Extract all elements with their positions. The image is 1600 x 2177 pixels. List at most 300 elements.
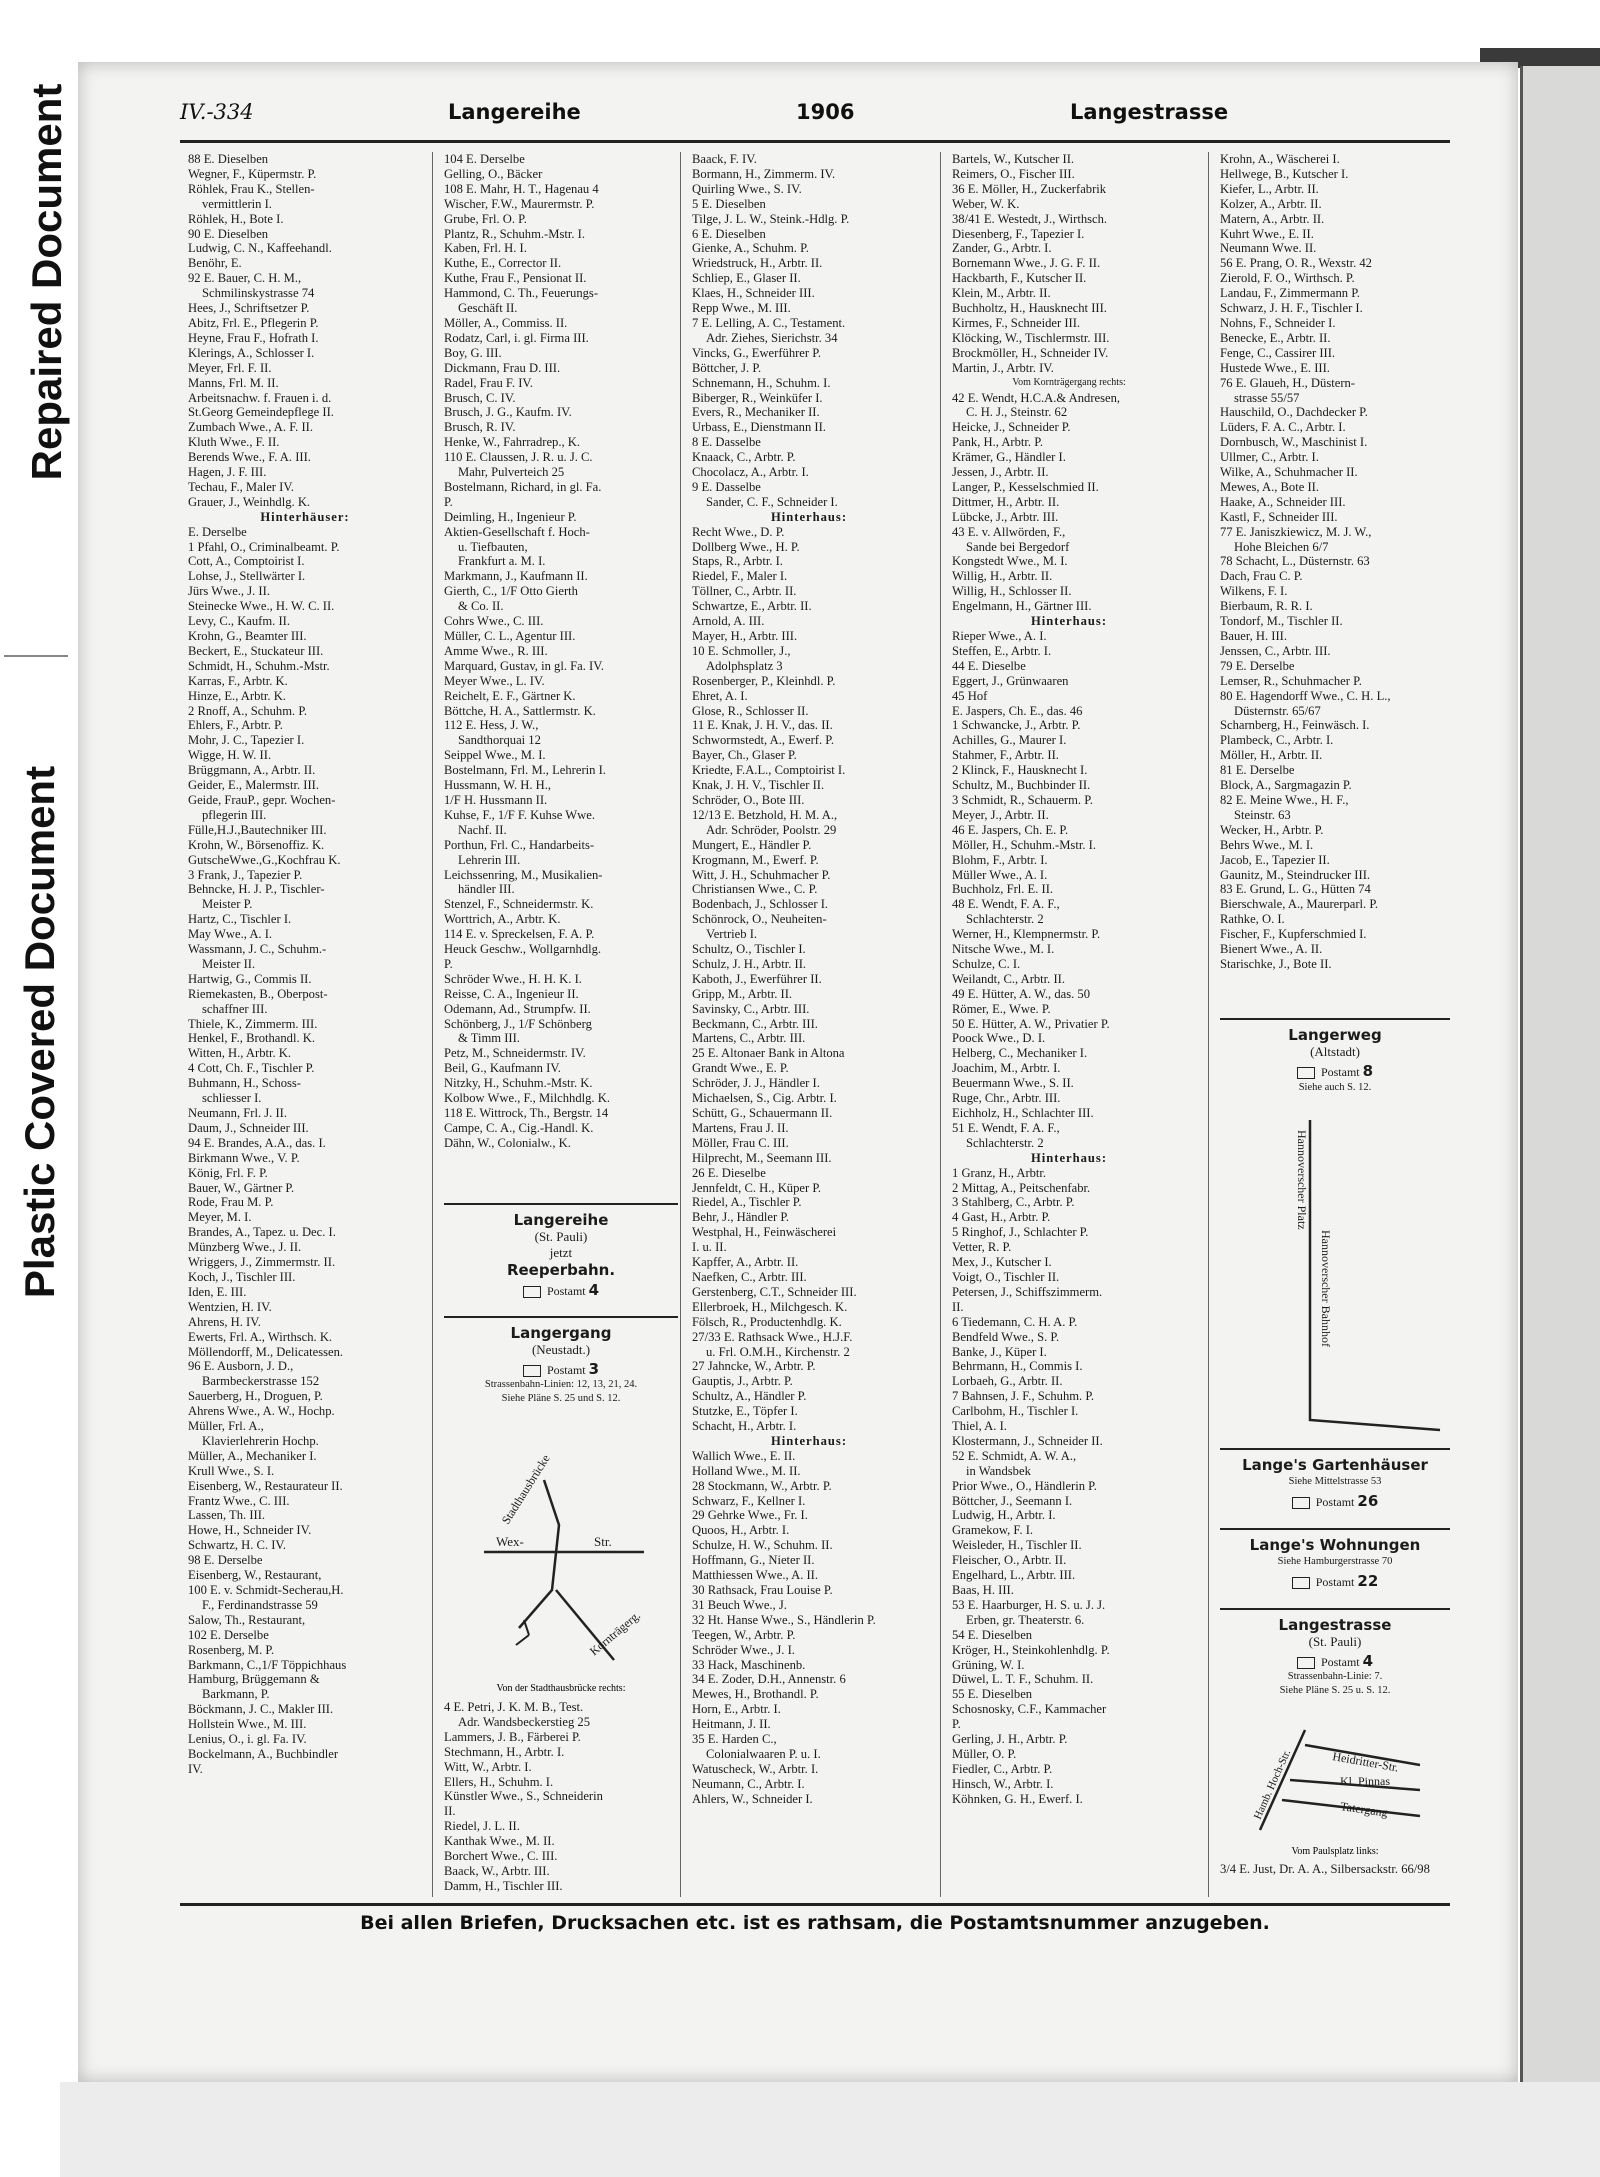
- directory-entry: Hackbarth, F., Kutscher II.: [952, 271, 1087, 286]
- directory-entry: Stahmer, F., Arbtr. II.: [952, 748, 1059, 763]
- directory-entry: Damm, H., Tischler III.: [444, 1878, 563, 1893]
- directory-entry: Fölsch, R., Productenhdlg. K.: [692, 1314, 842, 1329]
- column-divider: [1208, 152, 1209, 1897]
- directory-entry: P.: [952, 1717, 961, 1732]
- directory-entry: Klöcking, W., Tischlermstr. III.: [952, 330, 1110, 345]
- directory-entry: Schmidt, H., Schuhm.-Mstr.: [188, 658, 330, 673]
- directory-entry: Fischer, F., Kupferschmied I.: [1220, 927, 1367, 942]
- postamt-line: [444, 1360, 678, 1378]
- directory-entry: Mewes, H., Brothandl. P.: [692, 1687, 819, 1702]
- directory-entry: Banke, J., Küper I.: [952, 1344, 1047, 1359]
- directory-entry: Brockmöller, H., Schneider IV.: [952, 345, 1109, 360]
- side-tab: [0, 0, 72, 2177]
- directory-entry: Müller, O. P.: [952, 1746, 1017, 1761]
- postamt-line: [1220, 1062, 1450, 1080]
- directory-entry: Jennfeldt, C. H., Küper P.: [692, 1180, 822, 1195]
- directory-entry: Bayer, Ch., Glaser P.: [692, 748, 797, 763]
- column-5: [1220, 152, 1454, 1002]
- directory-entry: Lohse, J., Stellwärter I.: [188, 569, 306, 584]
- box-reference: Reeperbahn.: [506, 1261, 616, 1279]
- directory-entry: Krull Wwe., S. I.: [188, 1463, 275, 1478]
- directory-entry: Heicke, J., Schneider P.: [952, 420, 1071, 435]
- directory-entry: König, Frl. F. P.: [188, 1165, 268, 1180]
- directory-entry: Ellerbroek, H., Milchgesch. K.: [692, 1299, 848, 1314]
- directory-entry: 82 E. Meine Wwe., H. F.,: [1220, 792, 1349, 807]
- directory-entry: 48 E. Wendt, F. A. F.,: [952, 897, 1060, 912]
- directory-entry: händler III.: [458, 882, 515, 897]
- directory-entry: Meyer, Frl. F. II.: [188, 360, 272, 375]
- directory-entry: Urbass, E., Dienstmann II.: [692, 420, 826, 435]
- directory-entry: Engelhard, L., Arbtr. III.: [952, 1568, 1076, 1583]
- map-label: Hannoverscher Platz: [1295, 1130, 1309, 1230]
- directory-entry: 76 E. Glaueh, H., Düstern-: [1220, 375, 1356, 390]
- directory-entry: 4 Cott, Ch. F., Tischler P.: [188, 1061, 315, 1076]
- directory-entry: Neumann Wwe. II.: [1220, 241, 1317, 256]
- directory-entry: II.: [952, 1299, 964, 1314]
- directory-entry: Frankfurt a. M. I.: [458, 554, 546, 569]
- section-heading: Hinterhaus:: [1030, 614, 1108, 629]
- directory-entry: Behr, J., Händler P.: [692, 1210, 790, 1225]
- bottom-margin: [60, 2082, 1600, 2177]
- box-subtitle: (Neustadt.): [531, 1342, 591, 1357]
- directory-entry: Riedel, F., Maler I.: [692, 569, 788, 584]
- directory-entry: Lehrerin III.: [458, 852, 521, 867]
- box-title: Langergang: [510, 1324, 612, 1342]
- footer-rule: [180, 1903, 1450, 1906]
- directory-entry: Mohr, J. C., Tapezier I.: [188, 733, 305, 748]
- directory-entry: Wentzien, H. IV.: [188, 1299, 272, 1314]
- map-label: Heidritter-Str.: [1331, 1749, 1400, 1775]
- directory-entry: Recht Wwe., D. P.: [692, 524, 785, 539]
- directory-entry: Geide, FrauP., gepr. Wochen-: [188, 792, 336, 807]
- directory-entry: Ehret, A. I.: [692, 688, 748, 703]
- directory-entry: Staps, R., Arbtr. I.: [692, 554, 783, 569]
- directory-entry: Petz, M., Schneidermstr. IV.: [444, 1046, 586, 1061]
- langerweg-street-map: [1220, 1110, 1450, 1440]
- directory-entry: Röhlek, Frau K., Stellen-: [188, 181, 315, 196]
- directory-entry: Jessen, J., Arbtr. II.: [952, 465, 1049, 480]
- directory-entry: Grube, Frl. O. P.: [444, 211, 527, 226]
- box-subtitle: (St. Pauli): [534, 1229, 588, 1244]
- postamt-number: 3: [588, 1360, 600, 1378]
- street-left: Langereihe: [448, 100, 581, 124]
- directory-entry: Möller, A., Commiss. II.: [444, 315, 568, 330]
- directory-entry: Christiansen Wwe., C. P.: [692, 882, 818, 897]
- box-title: Langereihe: [513, 1211, 609, 1229]
- directory-entry: Buchholz, Frl. E. II.: [952, 882, 1054, 897]
- directory-entry: Brusch, R. IV.: [444, 420, 516, 435]
- directory-entry: Bendfeld Wwe., S. P.: [952, 1329, 1060, 1344]
- directory-entry: Benecke, E., Arbtr. II.: [1220, 330, 1331, 345]
- directory-entry: 78 Schacht, L., Düsternstr. 63: [1220, 554, 1370, 569]
- section-heading: Hinterhaus:: [770, 1433, 848, 1448]
- directory-entry: Dollberg Wwe., H. P.: [692, 539, 800, 554]
- directory-entry: u. Frl. O.M.H., Kirchenstr. 2: [706, 1344, 850, 1359]
- directory-entry: Matthiessen Wwe., A. II.: [692, 1568, 819, 1583]
- directory-entry: Schacht, H., Arbtr. I.: [692, 1419, 797, 1434]
- directory-entry: Klostermann, J., Schneider II.: [952, 1433, 1103, 1448]
- directory-entry: 55 E. Dieselben: [952, 1687, 1033, 1702]
- langergang-box: [444, 1316, 678, 1406]
- directory-entry: 102 E. Derselbe: [188, 1627, 269, 1642]
- directory-entry: Lemser, R., Schuhmacher P.: [1220, 673, 1362, 688]
- directory-entry: Bierschwale, A., Maurerparl. P.: [1220, 897, 1379, 912]
- directory-entry: Odemann, Ad., Strumpfw. II.: [444, 1001, 591, 1016]
- directory-entry: Martin, J., Arbtr. IV.: [952, 360, 1054, 375]
- directory-entry: 44 E. Dieselbe: [952, 658, 1026, 673]
- directory-entry: 104 E. Derselbe: [444, 152, 525, 166]
- directory-entry: Kirmes, F., Schneider III.: [952, 315, 1081, 330]
- directory-entry: Vetter, R. P.: [952, 1240, 1012, 1255]
- box-rule: [1220, 1448, 1450, 1450]
- directory-entry: 1/F H. Hussmann II.: [444, 792, 548, 807]
- envelope-icon: [523, 1286, 541, 1298]
- map-label: Tatergang: [1339, 1799, 1389, 1820]
- directory-entry: Möller, Frau C. III.: [692, 1135, 789, 1150]
- directory-entry: Gerstenberg, C.T., Schneider III.: [692, 1284, 857, 1299]
- column-2-continued: [444, 1700, 678, 1900]
- directory-entry: 50 E. Hütter, A. W., Privatier P.: [952, 1016, 1110, 1031]
- directory-entry: Behncke, H. J. P., Tischler-: [188, 882, 325, 897]
- box-rule: [1220, 1528, 1450, 1530]
- directory-entry: 52 E. Schmidt, A. W. A.,: [952, 1448, 1077, 1463]
- box-subtitle: (Altstadt): [1310, 1044, 1360, 1059]
- directory-entry: 1 Pfahl, O., Criminalbeamt. P.: [188, 539, 340, 554]
- directory-entry: Neumann, C., Arbtr. I.: [692, 1776, 805, 1791]
- directory-entry: Bodenbach, J., Schlosser I.: [692, 897, 829, 912]
- directory-entry: Schröder, J. J., Händler I.: [692, 1076, 820, 1091]
- directory-entry: P.: [444, 494, 453, 509]
- directory-entry: Campe, C. A., Cig.-Handl. K.: [444, 1120, 594, 1135]
- tram-lines: Strassenbahn-Linie: 7.: [1287, 1671, 1383, 1682]
- directory-entry: Brusch, J. G., Kaufm. IV.: [444, 405, 572, 420]
- directory-entry: Künstler Wwe., S., Schneiderin: [444, 1789, 603, 1804]
- directory-entry: Mex, J., Kutscher I.: [952, 1255, 1052, 1270]
- postamt-number: 22: [1357, 1572, 1379, 1590]
- directory-entry: Starischke, J., Bote II.: [1220, 956, 1332, 971]
- directory-entry: Gauptis, J., Arbtr. P.: [692, 1374, 793, 1389]
- directory-entry: Möllendorff, M., Delicatessen.: [188, 1344, 344, 1359]
- directory-entry: Töllner, C., Arbtr. II.: [692, 584, 797, 599]
- directory-entry: Schliep, E., Glaser II.: [692, 271, 801, 286]
- directory-entry: Mewes, A., Bote II.: [1220, 479, 1319, 494]
- directory-entry: Stutzke, E., Töpfer I.: [692, 1404, 798, 1419]
- directory-entry: Fülle,H.J.,Bautechniker III.: [188, 822, 327, 837]
- directory-entry: Schwormstedt, A., Ewerf. P.: [692, 733, 835, 748]
- directory-entry: Borchert Wwe., C. III.: [444, 1849, 558, 1864]
- directory-entry: 12/13 E. Betzhold, H. M. A.,: [692, 807, 838, 822]
- box-title: Lange's Wohnungen: [1249, 1536, 1421, 1554]
- directory-entry: I. u. II.: [692, 1240, 727, 1255]
- directory-entry: Wecker, H., Arbtr. P.: [1220, 822, 1324, 837]
- directory-entry: Lorbaeh, G., Arbtr. II.: [952, 1374, 1063, 1389]
- directory-entry: Geschäft II.: [458, 301, 518, 316]
- section-heading: Vom Kornträgergang rechts:: [1012, 376, 1126, 388]
- directory-entry: 35 E. Harden C.,: [692, 1732, 777, 1747]
- directory-entry: 112 E. Hess, J. W.,: [444, 718, 539, 733]
- postamt-label: Postamt: [1315, 1495, 1355, 1509]
- directory-entry: Holland Wwe., M. II.: [692, 1463, 801, 1478]
- directory-entry: 31 Beuch Wwe., J.: [692, 1597, 787, 1612]
- directory-entry: Schultz, M., Buchbinder II.: [952, 778, 1091, 793]
- directory-entry: Eichholz, H., Schlachter III.: [952, 1106, 1094, 1120]
- directory-entry: Gerling, J. H., Arbtr. P.: [952, 1732, 1068, 1747]
- directory-entry: Ludwig, H., Arbtr. I.: [952, 1508, 1056, 1523]
- directory-entry: Salow, Th., Restaurant,: [188, 1612, 306, 1627]
- directory-entry: Böttcher, J. P.: [692, 360, 762, 375]
- directory-entry: Hammond, C. Th., Feuerungs-: [444, 286, 599, 301]
- directory-entry: Prior Wwe., O., Händlerin P.: [952, 1478, 1097, 1493]
- directory-entry: Fenge, C., Cassirer III.: [1220, 345, 1336, 360]
- directory-entry: 42 E. Wendt, H.C.A.& Andresen,: [952, 390, 1121, 405]
- directory-entry: Martens, C., Arbtr. III.: [692, 1031, 806, 1046]
- postamt-number: 26: [1357, 1492, 1379, 1510]
- directory-entry: 11 E. Knak, J. H. V., das. II.: [692, 718, 833, 733]
- directory-entry: Behrmann, H., Commis I.: [952, 1359, 1083, 1374]
- directory-entry: Ewerts, Frl. A., Wirthsch. K.: [188, 1329, 333, 1344]
- directory-entry: 10 E. Schmoller, J.,: [692, 643, 791, 658]
- directory-entry: Bierbaum, R. R. I.: [1220, 599, 1313, 614]
- directory-entry: Klein, M., Arbtr. II.: [952, 286, 1051, 301]
- map-label: Hannoverscher Bahnhof: [1319, 1230, 1333, 1347]
- directory-entry: Markmann, J., Kaufmann II.: [444, 569, 588, 584]
- directory-entry: Worttrich, A., Arbtr. K.: [444, 912, 561, 927]
- map-label: Kornträgerg.: [586, 1608, 643, 1659]
- section-heading: Hinterhäuser:: [260, 509, 350, 524]
- box-title: Langestrasse: [1278, 1616, 1392, 1634]
- directory-entry: Mahr, Pulverteich 25: [458, 465, 565, 480]
- directory-entry: Iden, E. III.: [188, 1284, 247, 1299]
- directory-entry: Nachf. II.: [458, 822, 507, 837]
- directory-entry: Baas, H. III.: [952, 1583, 1014, 1597]
- postamt-label: Postamt: [546, 1363, 586, 1377]
- postamt-label: Postamt: [546, 1284, 586, 1298]
- directory-entry: Jacob, E., Tapezier II.: [1220, 852, 1330, 867]
- directory-entry: 114 E. v. Spreckelsen, F. A. P.: [444, 927, 595, 942]
- directory-entry: Daum, J., Schneider III.: [188, 1120, 309, 1135]
- directory-entry: Arnold, A. III.: [692, 614, 765, 629]
- directory-entry: Kolbow Wwe., F., Milchhdlg. K.: [444, 1091, 610, 1106]
- directory-entry: 7 Bahnsen, J. F., Schuhm. P.: [952, 1389, 1095, 1404]
- directory-entry: 92 E. Bauer, C. H. M.,: [188, 271, 302, 286]
- directory-entry: 110 E. Claussen, J. R. u. J. C.: [444, 450, 593, 465]
- directory-entry: Cohrs Wwe., C. III.: [444, 614, 544, 629]
- postamt-label: Postamt: [1320, 1655, 1360, 1669]
- directory-entry: Petersen, J., Schiffszimmerm.: [952, 1284, 1103, 1299]
- directory-entry: Bienert Wwe., A. II.: [1220, 942, 1323, 957]
- directory-entry: Böttcher, J., Seemann I.: [952, 1493, 1073, 1508]
- directory-entry: Westphal, H., Feinwäscherei: [692, 1225, 837, 1240]
- directory-entry: Baack, F. IV.: [692, 152, 757, 166]
- see-also: Siehe auch S. 12.: [1298, 1082, 1372, 1093]
- directory-entry: Riemekasten, B., Oberpost-: [188, 986, 328, 1001]
- directory-entry: 2 Rnoff, A., Schuhm. P.: [188, 703, 308, 718]
- directory-entry: Krohn, G., Beamter III.: [188, 629, 307, 643]
- directory-entry: Kuhse, F., 1/F F. Kuhse Wwe.: [444, 807, 595, 822]
- directory-entry: pflegerin III.: [202, 807, 267, 822]
- see-plans: Siehe Pläne S. 25 u. S. 12.: [1279, 1685, 1391, 1696]
- box-rule: [1220, 1018, 1450, 1020]
- directory-entry: Dickmann, Frau D. III.: [444, 360, 561, 375]
- directory-entry: Radel, Frau F. IV.: [444, 375, 534, 390]
- postamt-line: [1220, 1652, 1450, 1670]
- directory-entry: 79 E. Derselbe: [1220, 658, 1295, 673]
- directory-entry: Hauschild, O., Dachdecker P.: [1220, 405, 1368, 420]
- directory-entry: Koch, J., Tischler III.: [188, 1269, 296, 1284]
- section-heading: Hinterhaus:: [770, 509, 848, 524]
- directory-entry: Voigt, O., Tischler II.: [952, 1269, 1060, 1284]
- box-subtitle: (St. Pauli): [1308, 1634, 1362, 1649]
- directory-entry: Porthun, Frl. C., Handarbeits-: [444, 837, 595, 852]
- directory-entry: Adr. Ziehes, Sierichstr. 34: [706, 330, 838, 345]
- directory-entry: Henke, W., Fahrradrep., K.: [444, 435, 581, 450]
- directory-entry: Zumbach Wwe., A. F. II.: [188, 420, 314, 435]
- directory-entry: Düsternstr. 65/67: [1234, 703, 1321, 718]
- box-note: jetzt: [549, 1245, 573, 1260]
- directory-entry: 30 Rathsack, Frau Louise P.: [692, 1583, 833, 1597]
- directory-entry: Engelmann, H., Gärtner III.: [952, 599, 1092, 614]
- directory-entry: 9 E. Dasselbe: [692, 479, 761, 494]
- directory-entry: Lassen, Th. III.: [188, 1508, 266, 1523]
- directory-entry: Schwarz, J. H. F., Tischler I.: [1220, 301, 1363, 316]
- directory-entry: 45 Hof: [952, 688, 988, 703]
- directory-entry: Kuhrt Wwe., E. II.: [1220, 226, 1314, 241]
- directory-entry: Eggert, J., Grünwaaren: [952, 673, 1069, 688]
- wohnungen-box: [1220, 1528, 1450, 1590]
- directory-entry: Bostelmann, Richard, in gl. Fa.: [444, 479, 602, 494]
- box-rule: [1220, 1608, 1450, 1610]
- langergang-street-map: [444, 1430, 678, 1680]
- directory-entry: Carlbohm, H., Tischler I.: [952, 1404, 1079, 1419]
- directory-entry: St.Georg Gemeindepflege II.: [188, 405, 334, 420]
- directory-entry: Sander, C. F., Schneider I.: [706, 494, 838, 509]
- directory-entry: Berends Wwe., F. A. III.: [188, 450, 311, 465]
- directory-entry: 43 E. v. Allwörden, F.,: [952, 524, 1066, 539]
- directory-entry: Chocolacz, A., Arbtr. I.: [692, 465, 809, 480]
- directory-entry: Klavierlehrerin Hochp.: [202, 1433, 319, 1448]
- directory-entry: Ahrens, H. IV.: [188, 1314, 261, 1329]
- directory-entry: Neumann, Frl. J. II.: [188, 1106, 287, 1120]
- directory-entry: Hoffmann, G., Nieter II.: [692, 1553, 815, 1568]
- directory-entry: Haake, A., Schneider III.: [1220, 494, 1346, 509]
- directory-entry: 6 E. Dieselben: [692, 226, 766, 241]
- gartenhaeuser-box: [1220, 1448, 1450, 1510]
- directory-entry: Weisleder, H., Tischler II.: [952, 1538, 1082, 1553]
- directory-entry: Barkmann, P.: [202, 1687, 270, 1702]
- directory-entry: 94 E. Brandes, A.A., das. I.: [188, 1135, 326, 1150]
- directory-entry: Rosenberg, M. P.: [188, 1642, 275, 1657]
- directory-entry: Joachim, M., Arbtr. I.: [952, 1061, 1061, 1076]
- directory-entry: Lammers, J. B., Färberei P.: [444, 1729, 581, 1744]
- see-also: Siehe Mittelstrasse 53: [1288, 1476, 1382, 1487]
- directory-entry: Plambeck, C., Arbtr. I.: [1220, 733, 1334, 748]
- directory-entry: Eisenberg, W., Restaurant,: [188, 1568, 322, 1583]
- directory-entry: Lenius, O., i. gl. Fa. IV.: [188, 1732, 307, 1747]
- directory-entry: Müller, Frl. A.,: [188, 1419, 264, 1434]
- directory-entry: Gienke, A., Schuhm. P.: [692, 241, 809, 256]
- directory-entry: Horn, E., Arbtr. I.: [692, 1702, 781, 1717]
- directory-entry: Behrs Wwe., M. I.: [1220, 837, 1314, 852]
- directory-entry: Schwarz, F., Kellner I.: [692, 1493, 806, 1508]
- directory-entry: C. H. J., Steinstr. 62: [966, 405, 1068, 420]
- directory-entry: Quoos, H., Arbtr. I.: [692, 1523, 790, 1538]
- directory-entry: Arbeitsnachw. f. Frauen i. d.: [188, 390, 332, 405]
- directory-entry: Wegner, F., Küpermstr. P.: [188, 166, 317, 181]
- directory-entry: Witten, H., Arbtr. K.: [188, 1046, 292, 1061]
- directory-entry: Bauer, W., Gärtner P.: [188, 1180, 295, 1195]
- envelope-icon: [1297, 1657, 1315, 1669]
- map-label: Stadthausbrücke: [498, 1451, 553, 1527]
- directory-entry: 51 E. Wendt, F. A. F.,: [952, 1120, 1060, 1135]
- column-4: [952, 152, 1186, 1897]
- directory-entry: Michaelsen, S., Cig. Arbtr. I.: [692, 1091, 837, 1106]
- directory-entry: Fiedler, C., Arbtr. P.: [952, 1761, 1053, 1776]
- directory-entry: Cott, A., Comptoirist I.: [188, 554, 305, 569]
- directory-entry: Erben, gr. Theaterstr. 6.: [966, 1612, 1085, 1627]
- directory-entry: Vincks, G., Ewerführer P.: [692, 345, 821, 360]
- directory-entry: Kaboth, J., Ewerführer II.: [692, 971, 822, 986]
- directory-entry: Colonialwaaren P. u. I.: [706, 1746, 821, 1761]
- directory-entry: GutscheWwe.,G.,Kochfrau K.: [188, 852, 341, 867]
- directory-entry: 1 Granz, H., Arbtr.: [952, 1165, 1047, 1180]
- directory-entry: Baack, W., Arbtr. III.: [444, 1863, 550, 1878]
- directory-entry: Zierold, F. O., Wirthsch. P.: [1220, 271, 1355, 286]
- directory-entry: Teegen, W., Arbtr. P.: [692, 1627, 796, 1642]
- directory-entry: Böttche, H. A., Sattlermstr. K.: [444, 703, 596, 718]
- map-label: Hamb. Hoch-Str.: [1251, 1747, 1294, 1822]
- directory-entry: Klerings, A., Schlosser I.: [188, 345, 315, 360]
- directory-entry: Knaack, C., Arbtr. P.: [692, 450, 796, 465]
- directory-entry: Hussmann, W. H. H.,: [444, 778, 552, 793]
- box-title: Lange's Gartenhäuser: [1242, 1456, 1428, 1474]
- directory-entry: Meyer, J., Arbtr. II.: [952, 807, 1049, 822]
- directory-entry: 2 Mittag, A., Peitschenfabr.: [952, 1180, 1091, 1195]
- directory-entry: Bauer, H. III.: [1220, 629, 1287, 643]
- map-label: Str.: [594, 1534, 612, 1549]
- directory-entry: Hellwege, B., Kutscher I.: [1220, 166, 1349, 181]
- directory-entry: Werner, H., Klempnermstr. P.: [952, 927, 1101, 942]
- directory-entry: Savinsky, C., Arbtr. III.: [692, 1001, 810, 1016]
- column-divider: [940, 152, 941, 1897]
- directory-entry: Ullmer, C., Arbtr. I.: [1220, 450, 1319, 465]
- directory-entry: Müller, A., Mechaniker I.: [188, 1448, 317, 1463]
- directory-entry: Brusch, C. IV.: [444, 390, 516, 405]
- directory-entry: Jürs Wwe., J. II.: [188, 584, 270, 599]
- directory-entry: Adolphsplatz 3: [706, 658, 783, 673]
- directory-entry: Kröger, H., Steinkohlenhdlg. P.: [952, 1642, 1110, 1657]
- directory-entry: Kongstedt Wwe., M. I.: [952, 554, 1068, 569]
- directory-entry: Kriedte, F.A.L., Comptoirist I.: [692, 763, 846, 778]
- directory-entry: Rodatz, Carl, i. gl. Firma III.: [444, 330, 589, 345]
- directory-entry: Blohm, F., Arbtr. I.: [952, 852, 1048, 867]
- directory-entry: Scharnberg, H., Feinwäsch. I.: [1220, 718, 1370, 733]
- directory-entry: Barkmann, C.,1/F Töppichhaus: [188, 1657, 347, 1672]
- directory-entry: Schönrock, O., Neuheiten-: [692, 912, 827, 927]
- directory-entry: 100 E. v. Schmidt-Secherau,H.: [188, 1583, 344, 1597]
- directory-entry: Gierth, C., 1/F Otto Gierth: [444, 584, 578, 599]
- directory-entry: in Wandsbek: [966, 1463, 1031, 1478]
- directory-entry: Wischer, F.W., Maurermstr. P.: [444, 196, 595, 211]
- directory-entry: E. Derselbe: [188, 524, 247, 539]
- directory-entry: Wigge, H. W. II.: [188, 748, 272, 763]
- directory-entry: Adr. Schröder, Poolstr. 29: [706, 822, 837, 837]
- directory-entry: Schlachterstr. 2: [966, 1135, 1044, 1150]
- directory-entry: Schwartze, E., Arbtr. II.: [692, 599, 812, 614]
- directory-entry: Möller, H., Schuhm.-Mstr. I.: [952, 837, 1096, 852]
- directory-entry: II.: [444, 1804, 456, 1819]
- postamt-line: [444, 1281, 678, 1299]
- directory-entry: Dähn, W., Colonialw., K.: [444, 1135, 571, 1150]
